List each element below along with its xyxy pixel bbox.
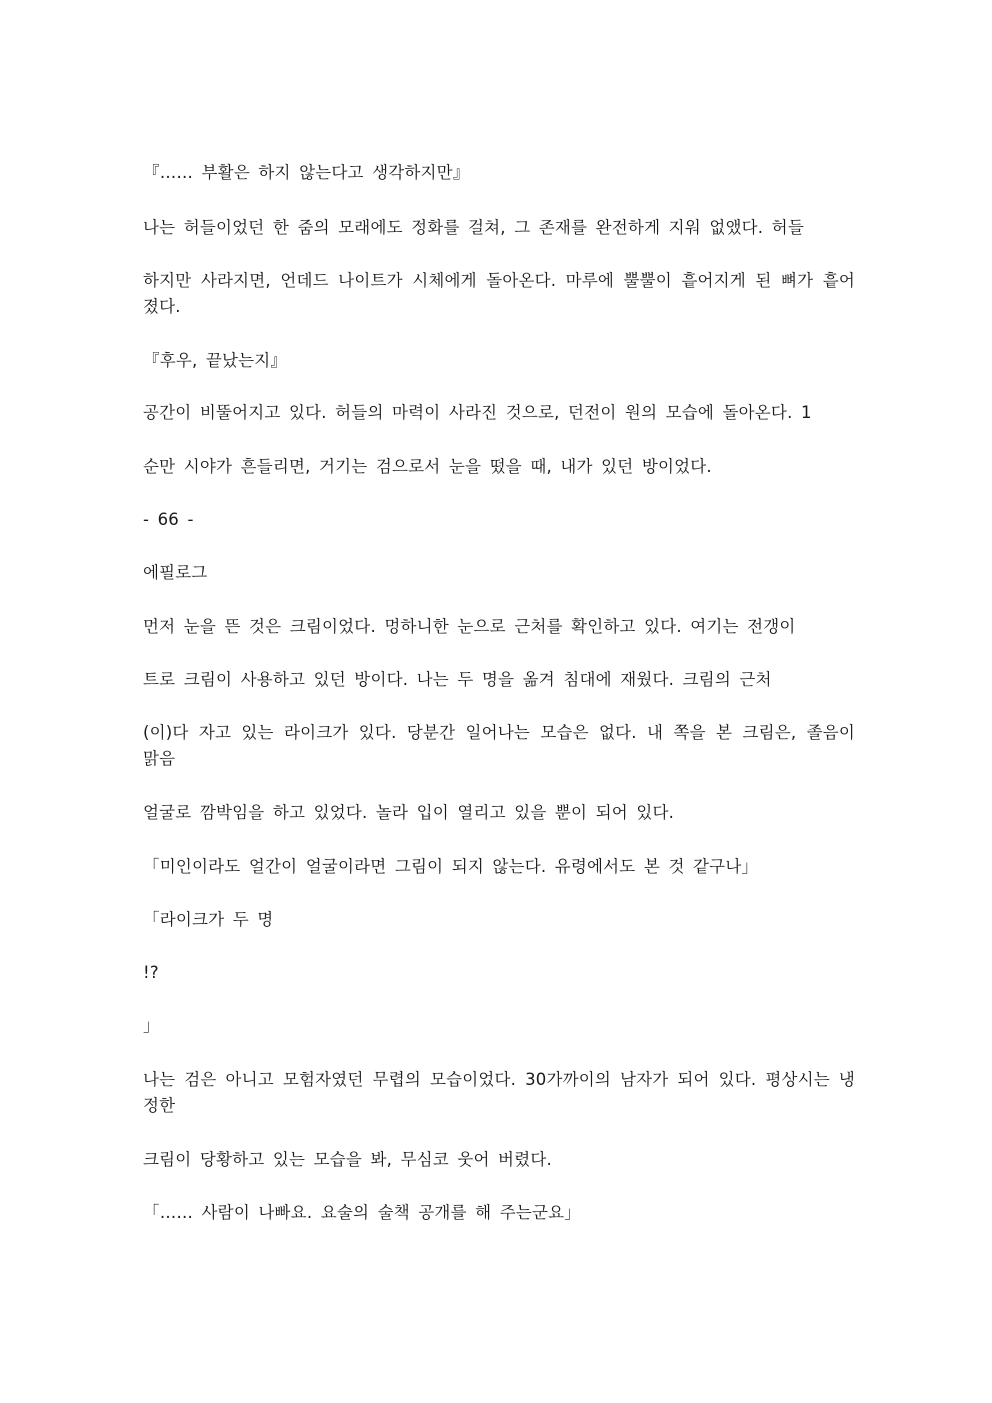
paragraph-6: 순만 시야가 흔들리면, 거기는 검으로서 눈을 떴을 때, 내가 있던 방이었다. xyxy=(143,457,712,476)
paragraph-15: 나는 검은 아니고 모험자였던 무렵의 모습이었다. 30가까이의 남자가 되어 있다. 평상시는 냉정한 xyxy=(143,1070,855,1115)
paragraph-16: 크림이 당황하고 있는 모습을 봐, 무심코 웃어 버렸다. xyxy=(143,1150,552,1169)
paragraph-10: 얼굴로 깜박임을 하고 있었다. 놀라 입이 열리고 있을 뿐이 되어 있다. xyxy=(143,803,675,822)
paragraph-17: 「…… 사람이 나빠요. 요술의 술책 공개를 해 주는군요」 xyxy=(143,1203,581,1222)
paragraph-9: (이)다 자고 있는 라이크가 있다. 당분간 일어나는 모습은 없다. 내 쪽을 본 크림은, 졸음이 맑음 xyxy=(143,723,855,768)
paragraph-5: 공간이 비뚤어지고 있다. 허들의 마력이 사라진 것으로, 던전이 원의 모습에 돌아온다. 1 xyxy=(143,403,812,422)
paragraph-1: 『…… 부활은 하지 않는다고 생각하지만』 xyxy=(143,163,470,182)
paragraph-4: 『후우, 끝났는지』 xyxy=(143,351,288,370)
paragraph-14: 」 xyxy=(143,1016,160,1035)
paragraph-2: 나는 허들이었던 한 줌의 모래에도 정화를 걸쳐, 그 존재를 완전하게 지워 없앴다. 허들 xyxy=(143,218,804,237)
paragraph-12: 「라이크가 두 명 xyxy=(143,910,274,929)
paragraph-8: 트로 크림이 사용하고 있던 방이다. 나는 두 명을 옮겨 침대에 재웠다. 크림의 근처 xyxy=(143,670,772,689)
paragraph-11: 「미인이라도 얼간이 얼굴이라면 그림이 되지 않는다. 유령에서도 본 것 같구나」 xyxy=(143,857,759,876)
paragraph-7: 먼저 눈을 뜬 것은 크림이었다. 멍하니한 눈으로 근처를 확인하고 있다. 여기는 전갱이 xyxy=(143,617,796,636)
paragraph-3: 하지만 사라지면, 언데드 나이트가 시체에게 돌아온다. 마루에 뿔뿔이 흩어지게 된 뼈가 흩어졌다. xyxy=(143,271,855,316)
paragraph-13: !? xyxy=(143,963,159,982)
page-number: - 66 - xyxy=(143,510,194,529)
section-heading: 에필로그 xyxy=(143,563,208,582)
